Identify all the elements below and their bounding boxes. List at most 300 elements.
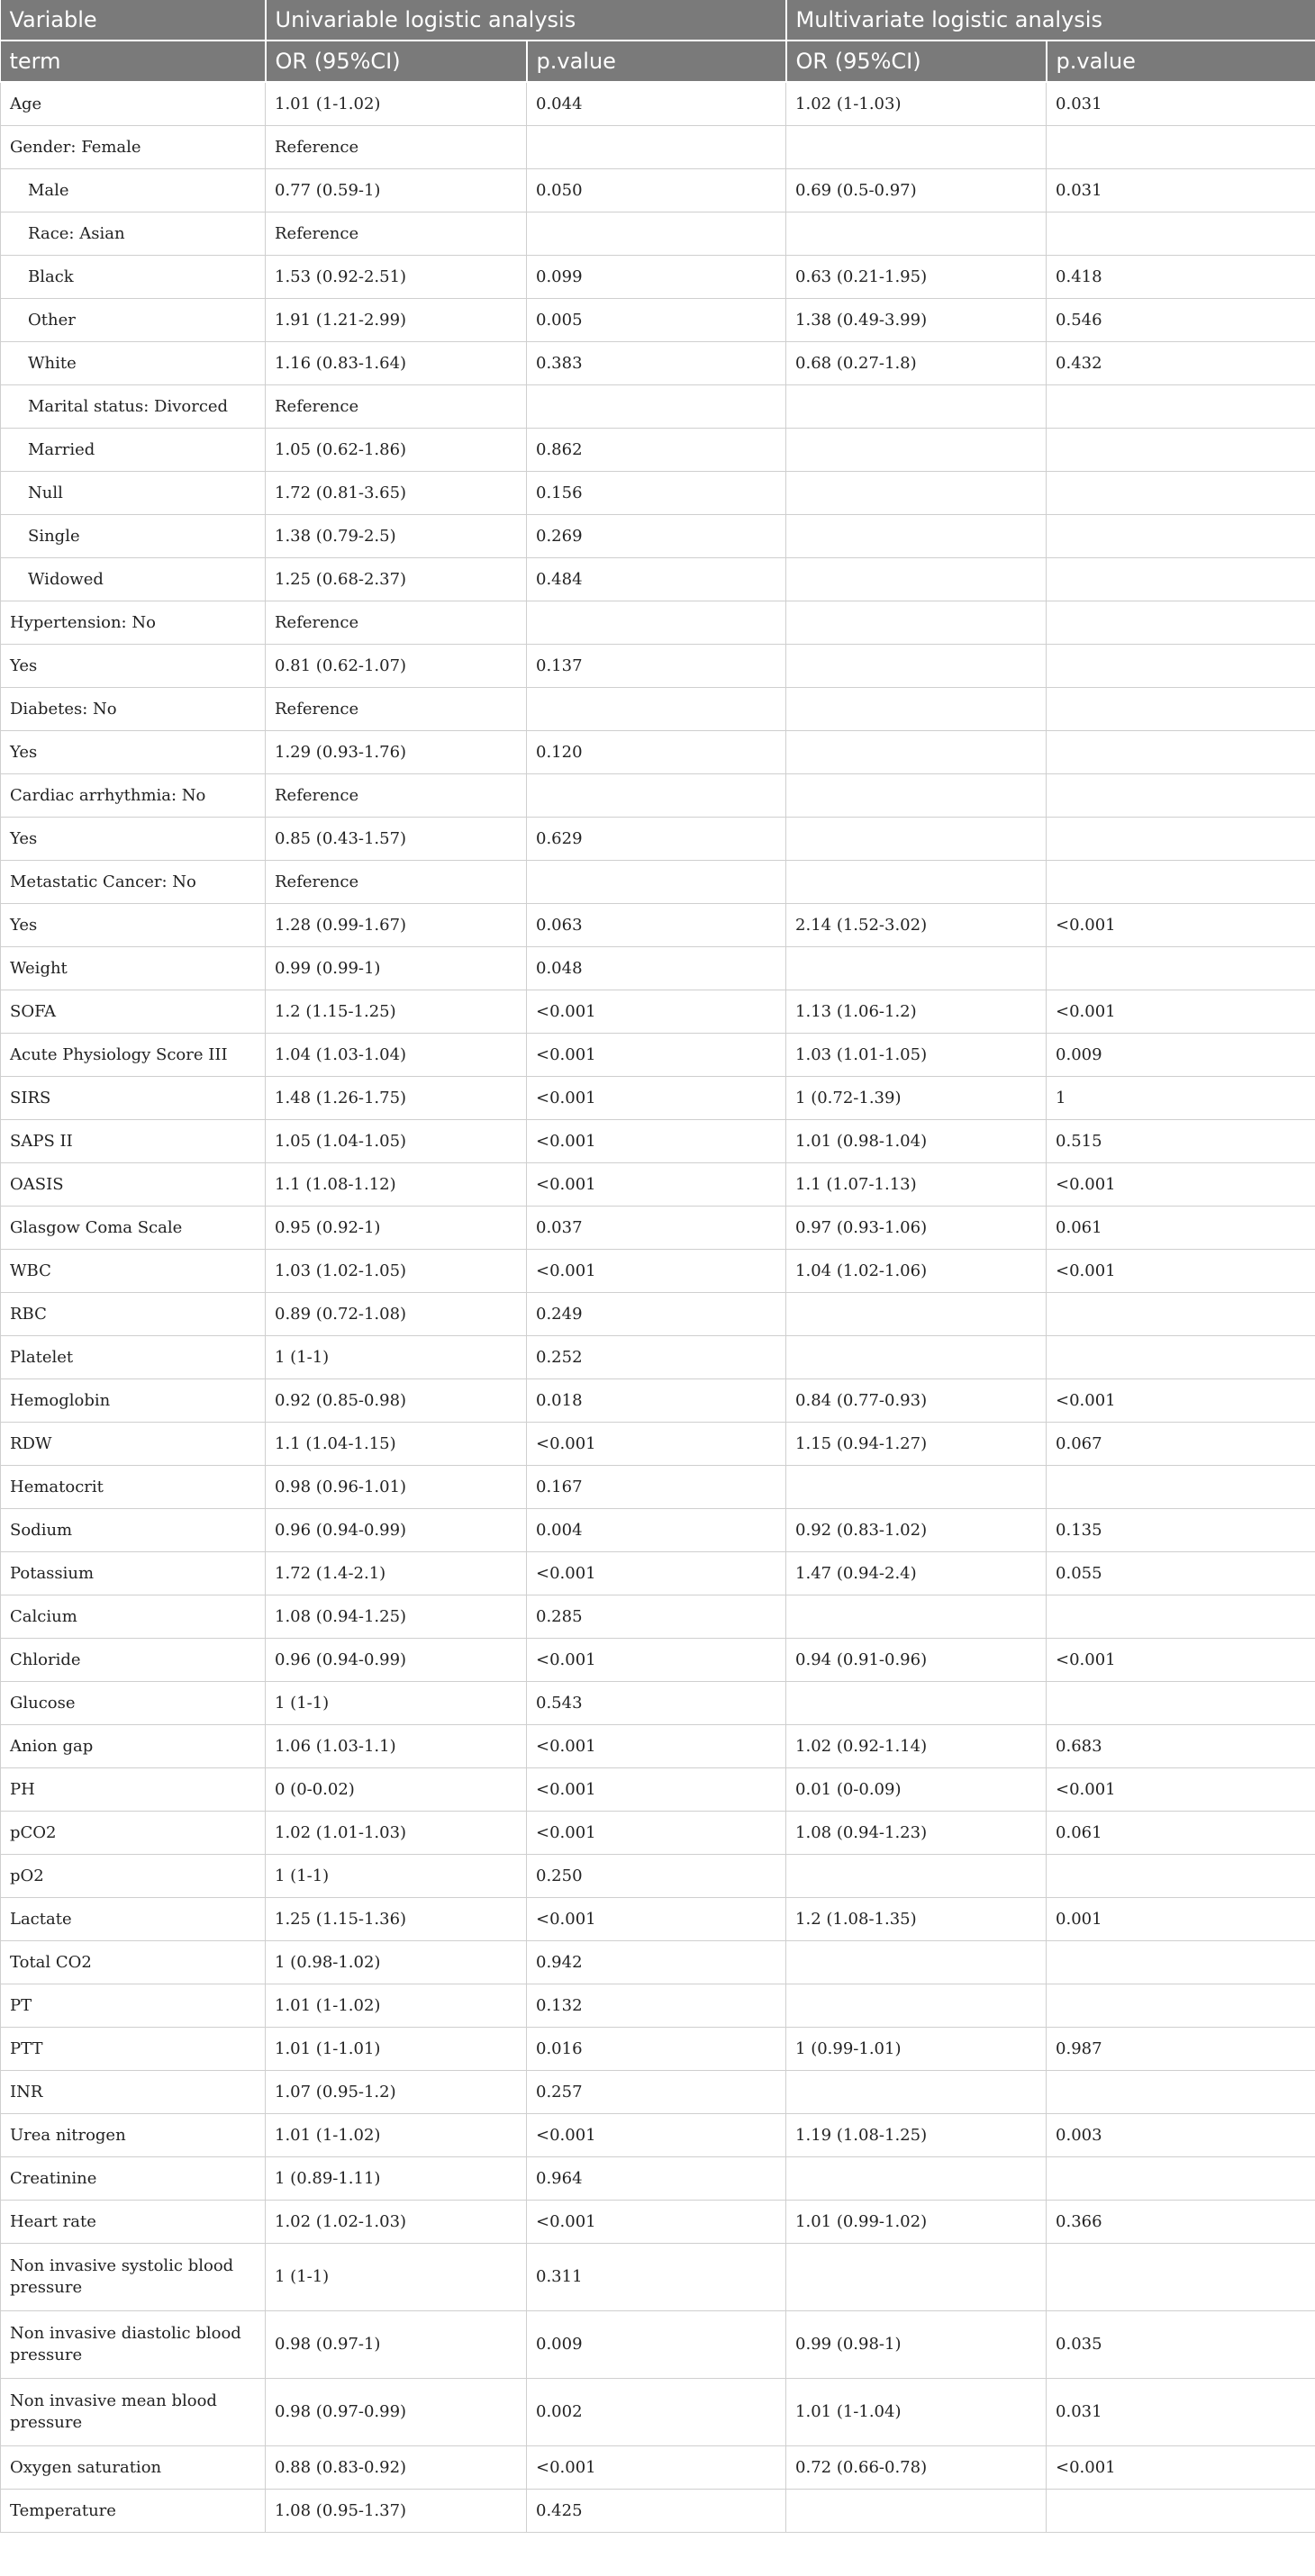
cell-multi-p: [1047, 1984, 1315, 2028]
cell-uni-p: [527, 774, 786, 818]
cell-uni-p: <0.001: [527, 1120, 786, 1163]
table-row: [1, 472, 1315, 515]
cell-uni-or: Reference: [266, 688, 527, 731]
table-row: [1, 2244, 1315, 2311]
cell-multi-p: [1047, 472, 1315, 515]
cell-uni-or: 0.98 (0.97-0.99): [266, 2379, 527, 2446]
cell-term: PH: [1, 1768, 266, 1812]
cell-uni-p: 0.167: [527, 1466, 786, 1509]
cell-uni-p: <0.001: [527, 2114, 786, 2157]
cell-uni-p: <0.001: [527, 1552, 786, 1595]
table-row: [1, 1077, 1315, 1120]
table-row: [1, 126, 1315, 169]
cell-term: Sodium: [1, 1509, 266, 1552]
cell-multi-p: [1047, 1682, 1315, 1725]
cell-uni-p: 0.543: [527, 1682, 786, 1725]
cell-term: Lactate: [1, 1898, 266, 1941]
cell-uni-p: <0.001: [527, 1768, 786, 1812]
cell-term: Hemoglobin: [1, 1379, 266, 1423]
table-row: [1, 429, 1315, 472]
cell-uni-or: 1.02 (1.02-1.03): [266, 2201, 527, 2244]
cell-uni-or: 1 (1-1): [266, 1682, 527, 1725]
cell-uni-p: [527, 688, 786, 731]
cell-multi-or: [786, 1855, 1047, 1898]
cell-uni-p: 0.018: [527, 1379, 786, 1423]
cell-multi-or: [786, 2157, 1047, 2201]
cell-uni-or: 1.07 (0.95-1.2): [266, 2071, 527, 2114]
table-row: [1, 558, 1315, 601]
cell-multi-or: 1.01 (0.98-1.04): [786, 1120, 1047, 1163]
cell-multi-or: 1.13 (1.06-1.2): [786, 990, 1047, 1034]
header-row-columns: [1, 41, 1315, 82]
cell-uni-p: 0.005: [527, 299, 786, 342]
cell-multi-or: 1.08 (0.94-1.23): [786, 1812, 1047, 1855]
cell-multi-or: [786, 385, 1047, 429]
cell-uni-or: 1.2 (1.15-1.25): [266, 990, 527, 1034]
cell-uni-p: 0.383: [527, 342, 786, 385]
cell-uni-p: 0.249: [527, 1293, 786, 1336]
cell-multi-p: 0.366: [1047, 2201, 1315, 2244]
table-row: [1, 1552, 1315, 1595]
cell-uni-or: 0.99 (0.99-1): [266, 947, 527, 990]
cell-term: SAPS II: [1, 1120, 266, 1163]
cell-uni-p: [527, 601, 786, 645]
table-row: [1, 1466, 1315, 1509]
cell-uni-p: [527, 212, 786, 256]
cell-multi-or: [786, 2244, 1047, 2311]
cell-uni-p: 0.629: [527, 818, 786, 861]
cell-uni-or: Reference: [266, 861, 527, 904]
table-row: [1, 1941, 1315, 1984]
cell-multi-p: [1047, 818, 1315, 861]
cell-multi-or: 1 (0.99-1.01): [786, 2028, 1047, 2071]
cell-term: WBC: [1, 1250, 266, 1293]
cell-multi-p: [1047, 212, 1315, 256]
table-row: [1, 1725, 1315, 1768]
cell-multi-or: [786, 1595, 1047, 1639]
cell-multi-or: 1.02 (0.92-1.14): [786, 1725, 1047, 1768]
cell-multi-or: 1.47 (0.94-2.4): [786, 1552, 1047, 1595]
table-row: [1, 774, 1315, 818]
cell-multi-p: 0.546: [1047, 299, 1315, 342]
cell-multi-or: 1.38 (0.49-3.99): [786, 299, 1047, 342]
cell-term: Yes: [1, 818, 266, 861]
table-row: [1, 169, 1315, 212]
header-row-groups: [1, 0, 1315, 41]
table-row: [1, 1250, 1315, 1293]
cell-term: Platelet: [1, 1336, 266, 1379]
table-row: [1, 1984, 1315, 2028]
cell-term: Cardiac arrhythmia: No: [1, 774, 266, 818]
header-univariable: Univariable logistic analysis: [266, 0, 786, 41]
cell-uni-p: <0.001: [527, 1898, 786, 1941]
table-row: [1, 256, 1315, 299]
cell-term: Yes: [1, 904, 266, 947]
cell-multi-or: [786, 472, 1047, 515]
cell-multi-or: 0.69 (0.5-0.97): [786, 169, 1047, 212]
table-row: [1, 601, 1315, 645]
table-row: [1, 212, 1315, 256]
table-row: [1, 904, 1315, 947]
cell-multi-or: [786, 861, 1047, 904]
header-term: term: [1, 41, 266, 82]
cell-multi-p: [1047, 126, 1315, 169]
cell-multi-p: [1047, 688, 1315, 731]
cell-term: OASIS: [1, 1163, 266, 1207]
table-row: [1, 1898, 1315, 1941]
cell-multi-p: 0.418: [1047, 256, 1315, 299]
cell-multi-p: [1047, 947, 1315, 990]
table-row: [1, 1768, 1315, 1812]
cell-uni-p: 0.942: [527, 1941, 786, 1984]
cell-uni-p: 0.862: [527, 429, 786, 472]
cell-uni-or: 0.95 (0.92-1): [266, 1207, 527, 1250]
cell-term: Potassium: [1, 1552, 266, 1595]
cell-uni-or: 0.96 (0.94-0.99): [266, 1639, 527, 1682]
cell-uni-or: 1.72 (0.81-3.65): [266, 472, 527, 515]
cell-uni-or: 1.16 (0.83-1.64): [266, 342, 527, 385]
cell-uni-p: 0.120: [527, 731, 786, 774]
cell-term: Gender: Female: [1, 126, 266, 169]
cell-uni-or: Reference: [266, 385, 527, 429]
cell-uni-p: 0.252: [527, 1336, 786, 1379]
cell-multi-p: [1047, 2244, 1315, 2311]
table-row: [1, 1639, 1315, 1682]
table-row: [1, 818, 1315, 861]
table-row: [1, 1336, 1315, 1379]
cell-uni-or: 1.05 (1.04-1.05): [266, 1120, 527, 1163]
cell-multi-p: <0.001: [1047, 1379, 1315, 1423]
cell-uni-or: 1 (1-1): [266, 1855, 527, 1898]
cell-term: Null: [1, 472, 266, 515]
cell-multi-or: 0.94 (0.91-0.96): [786, 1639, 1047, 1682]
table-row: [1, 1682, 1315, 1725]
cell-multi-p: <0.001: [1047, 2446, 1315, 2490]
cell-multi-or: 1.02 (1-1.03): [786, 82, 1047, 126]
cell-uni-p: <0.001: [527, 1034, 786, 1077]
cell-multi-or: 1.01 (1-1.04): [786, 2379, 1047, 2446]
cell-uni-p: 0.257: [527, 2071, 786, 2114]
cell-uni-or: 0.81 (0.62-1.07): [266, 645, 527, 688]
table-row: [1, 990, 1315, 1034]
cell-term: Marital status: Divorced: [1, 385, 266, 429]
cell-multi-p: [1047, 1941, 1315, 1984]
table-row: [1, 1855, 1315, 1898]
cell-term: Diabetes: No: [1, 688, 266, 731]
cell-term: Weight: [1, 947, 266, 990]
cell-uni-p: 0.964: [527, 2157, 786, 2201]
cell-multi-p: [1047, 385, 1315, 429]
cell-term: White: [1, 342, 266, 385]
table-row: [1, 2379, 1315, 2446]
cell-term: Glasgow Coma Scale: [1, 1207, 266, 1250]
cell-multi-or: [786, 1293, 1047, 1336]
cell-uni-or: 0.85 (0.43-1.57): [266, 818, 527, 861]
cell-multi-or: [786, 947, 1047, 990]
cell-uni-p: <0.001: [527, 1725, 786, 1768]
table-header: [1, 0, 1315, 82]
cell-term: Metastatic Cancer: No: [1, 861, 266, 904]
cell-uni-or: 1.28 (0.99-1.67): [266, 904, 527, 947]
cell-term: SIRS: [1, 1077, 266, 1120]
cell-multi-or: 0.97 (0.93-1.06): [786, 1207, 1047, 1250]
cell-term: Single: [1, 515, 266, 558]
table-row: [1, 2446, 1315, 2490]
table-row: [1, 688, 1315, 731]
cell-multi-or: 0.99 (0.98-1): [786, 2311, 1047, 2379]
table-row: [1, 1423, 1315, 1466]
cell-uni-or: Reference: [266, 774, 527, 818]
cell-multi-or: 1.15 (0.94-1.27): [786, 1423, 1047, 1466]
cell-uni-p: 0.063: [527, 904, 786, 947]
cell-uni-p: 0.285: [527, 1595, 786, 1639]
cell-uni-or: 1.38 (0.79-2.5): [266, 515, 527, 558]
table-row: [1, 1379, 1315, 1423]
cell-multi-p: 0.031: [1047, 169, 1315, 212]
cell-multi-p: [1047, 2071, 1315, 2114]
cell-multi-or: [786, 688, 1047, 731]
cell-multi-p: <0.001: [1047, 1768, 1315, 1812]
cell-multi-p: [1047, 774, 1315, 818]
cell-uni-or: 1.25 (0.68-2.37): [266, 558, 527, 601]
cell-uni-or: 1.72 (1.4-2.1): [266, 1552, 527, 1595]
cell-multi-or: [786, 1682, 1047, 1725]
cell-term: Yes: [1, 645, 266, 688]
cell-multi-or: [786, 1466, 1047, 1509]
table-row: [1, 1293, 1315, 1336]
cell-multi-p: [1047, 2490, 1315, 2533]
cell-multi-p: 0.001: [1047, 1898, 1315, 1941]
cell-uni-p: 0.004: [527, 1509, 786, 1552]
cell-uni-p: 0.425: [527, 2490, 786, 2533]
cell-multi-or: 1.03 (1.01-1.05): [786, 1034, 1047, 1077]
table-body: [1, 82, 1315, 2533]
cell-uni-or: 1.1 (1.04-1.15): [266, 1423, 527, 1466]
cell-uni-or: 1.06 (1.03-1.1): [266, 1725, 527, 1768]
cell-multi-p: 0.055: [1047, 1552, 1315, 1595]
cell-multi-p: <0.001: [1047, 904, 1315, 947]
cell-uni-or: 1.01 (1-1.02): [266, 2114, 527, 2157]
table-row: [1, 1509, 1315, 1552]
cell-uni-p: <0.001: [527, 1423, 786, 1466]
cell-term: Chloride: [1, 1639, 266, 1682]
table-row: [1, 645, 1315, 688]
cell-term: Calcium: [1, 1595, 266, 1639]
table-row: [1, 2201, 1315, 2244]
cell-term: Married: [1, 429, 266, 472]
cell-multi-p: [1047, 1595, 1315, 1639]
cell-term: Male: [1, 169, 266, 212]
cell-multi-p: 0.067: [1047, 1423, 1315, 1466]
cell-multi-or: 0.84 (0.77-0.93): [786, 1379, 1047, 1423]
cell-multi-p: [1047, 558, 1315, 601]
cell-uni-p: 0.311: [527, 2244, 786, 2311]
cell-term: Non invasive mean blood pressure: [1, 2379, 266, 2446]
cell-uni-or: 1.91 (1.21-2.99): [266, 299, 527, 342]
table-row: [1, 731, 1315, 774]
table-row: [1, 2157, 1315, 2201]
cell-multi-or: 1.04 (1.02-1.06): [786, 1250, 1047, 1293]
header-uni-or: OR (95%CI): [266, 41, 527, 82]
table-row: [1, 385, 1315, 429]
table-row: [1, 82, 1315, 126]
cell-multi-p: [1047, 429, 1315, 472]
cell-uni-p: 0.484: [527, 558, 786, 601]
cell-uni-or: 0 (0-0.02): [266, 1768, 527, 1812]
cell-multi-p: 0.515: [1047, 1120, 1315, 1163]
table-row: [1, 1034, 1315, 1077]
cell-uni-or: 1 (1-1): [266, 1336, 527, 1379]
cell-multi-p: 0.031: [1047, 82, 1315, 126]
header-multi-or: OR (95%CI): [786, 41, 1047, 82]
cell-multi-or: 0.63 (0.21-1.95): [786, 256, 1047, 299]
cell-multi-or: 1.2 (1.08-1.35): [786, 1898, 1047, 1941]
cell-uni-p: 0.050: [527, 169, 786, 212]
cell-multi-p: 0.031: [1047, 2379, 1315, 2446]
table-row: [1, 515, 1315, 558]
cell-multi-p: 0.003: [1047, 2114, 1315, 2157]
cell-multi-or: [786, 818, 1047, 861]
cell-multi-or: [786, 774, 1047, 818]
cell-uni-p: 0.269: [527, 515, 786, 558]
cell-multi-p: [1047, 515, 1315, 558]
table-row: [1, 861, 1315, 904]
table-row: [1, 2114, 1315, 2157]
table-row: [1, 2028, 1315, 2071]
cell-uni-or: 0.96 (0.94-0.99): [266, 1509, 527, 1552]
cell-uni-p: <0.001: [527, 1639, 786, 1682]
header-multi-p: p.value: [1047, 41, 1315, 82]
cell-uni-or: 1.04 (1.03-1.04): [266, 1034, 527, 1077]
cell-multi-p: [1047, 1466, 1315, 1509]
cell-uni-or: Reference: [266, 601, 527, 645]
cell-uni-or: 0.88 (0.83-0.92): [266, 2446, 527, 2490]
cell-multi-p: <0.001: [1047, 1250, 1315, 1293]
cell-uni-or: 1.25 (1.15-1.36): [266, 1898, 527, 1941]
cell-multi-or: 1.1 (1.07-1.13): [786, 1163, 1047, 1207]
cell-uni-p: 0.099: [527, 256, 786, 299]
table-row: [1, 2311, 1315, 2379]
cell-uni-or: 0.92 (0.85-0.98): [266, 1379, 527, 1423]
cell-multi-p: 0.987: [1047, 2028, 1315, 2071]
cell-uni-p: <0.001: [527, 990, 786, 1034]
cell-uni-or: 1.01 (1-1.02): [266, 82, 527, 126]
cell-term: Non invasive diastolic blood pressure: [1, 2311, 266, 2379]
cell-multi-or: [786, 1941, 1047, 1984]
cell-multi-or: [786, 1336, 1047, 1379]
cell-multi-p: [1047, 1855, 1315, 1898]
cell-uni-or: 1.08 (0.95-1.37): [266, 2490, 527, 2533]
cell-uni-or: 1.03 (1.02-1.05): [266, 1250, 527, 1293]
cell-multi-or: [786, 558, 1047, 601]
cell-multi-p: 0.009: [1047, 1034, 1315, 1077]
cell-multi-p: 1: [1047, 1077, 1315, 1120]
cell-term: Anion gap: [1, 1725, 266, 1768]
cell-term: Hypertension: No: [1, 601, 266, 645]
cell-term: pO2: [1, 1855, 266, 1898]
cell-multi-or: 0.68 (0.27-1.8): [786, 342, 1047, 385]
cell-multi-or: [786, 2071, 1047, 2114]
cell-uni-p: <0.001: [527, 1250, 786, 1293]
cell-multi-or: [786, 2490, 1047, 2533]
cell-uni-p: <0.001: [527, 2201, 786, 2244]
table-row: [1, 299, 1315, 342]
table-row: [1, 1163, 1315, 1207]
cell-term: PTT: [1, 2028, 266, 2071]
cell-uni-or: 0.77 (0.59-1): [266, 169, 527, 212]
cell-multi-p: [1047, 601, 1315, 645]
cell-multi-or: 2.14 (1.52-3.02): [786, 904, 1047, 947]
cell-term: RDW: [1, 1423, 266, 1466]
cell-uni-p: 0.016: [527, 2028, 786, 2071]
cell-multi-p: 0.061: [1047, 1207, 1315, 1250]
cell-term: Heart rate: [1, 2201, 266, 2244]
cell-multi-or: [786, 601, 1047, 645]
cell-multi-p: [1047, 731, 1315, 774]
cell-uni-or: 0.89 (0.72-1.08): [266, 1293, 527, 1336]
cell-multi-p: <0.001: [1047, 990, 1315, 1034]
cell-term: Age: [1, 82, 266, 126]
cell-uni-or: 0.98 (0.96-1.01): [266, 1466, 527, 1509]
cell-uni-p: <0.001: [527, 1163, 786, 1207]
cell-uni-or: Reference: [266, 126, 527, 169]
cell-multi-p: 0.035: [1047, 2311, 1315, 2379]
cell-multi-or: [786, 515, 1047, 558]
cell-term: Other: [1, 299, 266, 342]
cell-multi-or: 1 (0.72-1.39): [786, 1077, 1047, 1120]
cell-uni-p: [527, 126, 786, 169]
cell-multi-p: [1047, 861, 1315, 904]
cell-multi-p: <0.001: [1047, 1639, 1315, 1682]
cell-multi-p: [1047, 645, 1315, 688]
cell-multi-p: [1047, 1293, 1315, 1336]
table-row: [1, 1207, 1315, 1250]
cell-uni-or: 1.02 (1.01-1.03): [266, 1812, 527, 1855]
cell-term: Race: Asian: [1, 212, 266, 256]
cell-term: Oxygen saturation: [1, 2446, 266, 2490]
cell-multi-p: <0.001: [1047, 1163, 1315, 1207]
table-row: [1, 1120, 1315, 1163]
cell-term: Total CO2: [1, 1941, 266, 1984]
cell-uni-or: 1 (1-1): [266, 2244, 527, 2311]
header-uni-p: p.value: [527, 41, 786, 82]
cell-term: Black: [1, 256, 266, 299]
cell-uni-or: 1.29 (0.93-1.76): [266, 731, 527, 774]
cell-uni-p: 0.009: [527, 2311, 786, 2379]
cell-term: Non invasive systolic blood pressure: [1, 2244, 266, 2311]
cell-term: Acute Physiology Score III: [1, 1034, 266, 1077]
cell-multi-p: 0.432: [1047, 342, 1315, 385]
cell-uni-or: 1.48 (1.26-1.75): [266, 1077, 527, 1120]
cell-multi-p: [1047, 1336, 1315, 1379]
cell-multi-p: [1047, 2157, 1315, 2201]
cell-multi-or: [786, 645, 1047, 688]
cell-term: Creatinine: [1, 2157, 266, 2201]
cell-multi-or: 0.72 (0.66-0.78): [786, 2446, 1047, 2490]
cell-multi-or: 0.92 (0.83-1.02): [786, 1509, 1047, 1552]
cell-uni-p: 0.250: [527, 1855, 786, 1898]
cell-uni-or: 0.98 (0.97-1): [266, 2311, 527, 2379]
cell-uni-or: 1.53 (0.92-2.51): [266, 256, 527, 299]
cell-uni-or: 1 (0.89-1.11): [266, 2157, 527, 2201]
cell-multi-p: 0.135: [1047, 1509, 1315, 1552]
cell-uni-or: 1.01 (1-1.02): [266, 1984, 527, 2028]
cell-term: INR: [1, 2071, 266, 2114]
cell-term: Glucose: [1, 1682, 266, 1725]
cell-uni-p: 0.156: [527, 472, 786, 515]
header-variable: Variable: [1, 0, 266, 41]
cell-multi-or: 1.19 (1.08-1.25): [786, 2114, 1047, 2157]
